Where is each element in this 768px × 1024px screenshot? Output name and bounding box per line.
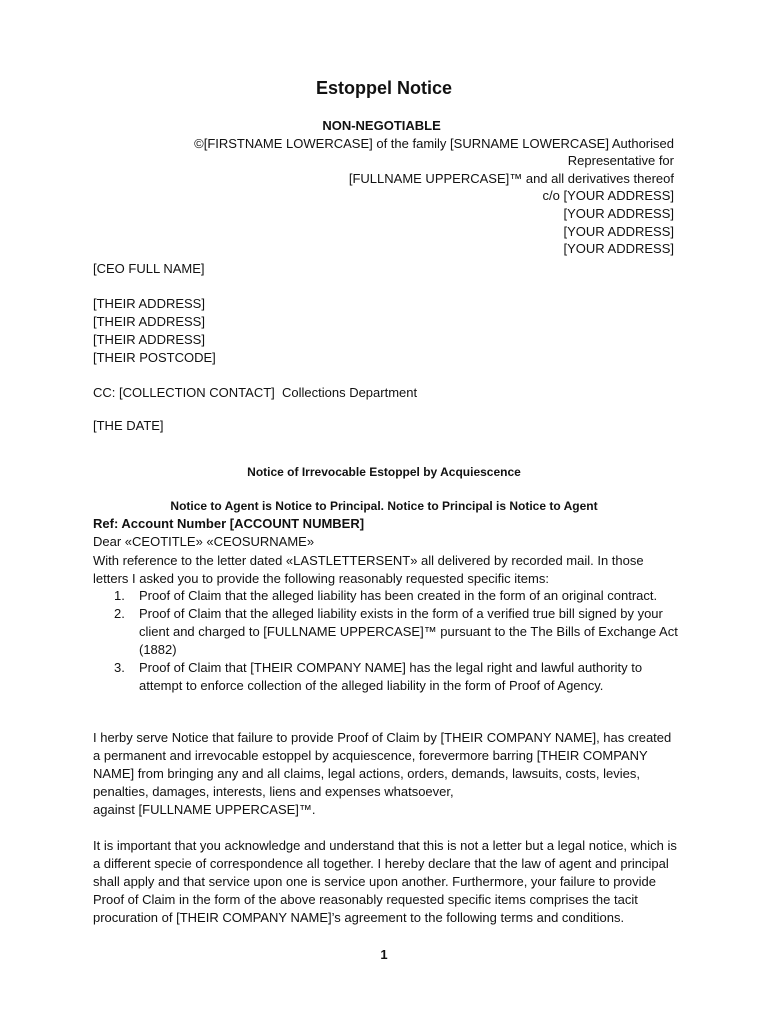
- salutation: Dear «CEOTITLE» «CEOSURNAME»: [93, 534, 315, 549]
- sender-address-line: c/o [YOUR ADDRESS]: [542, 188, 674, 204]
- list-item-text: Proof of Claim that the alleged liability exists in the form of a verified true bill signed by your client and charged to [FULLNAME UPPERCASE]™ pursuant to the The Bills of Exchange Act (1882): [139, 606, 678, 657]
- notice-paragraph-text: I herby serve Notice that failure to provide Proof of Claim by [THEIR COMPANY NAME], has created a permanent and irrevocable estoppel by acquiescence, forevermore barring [THEIR COMPANY NAME] from bringing any and all claims, legal actions, orders, demands, lawsuits, costs, levies, penalties, damages, interests, liens and expenses whatsoever,: [93, 730, 672, 799]
- document-title: Estoppel Notice: [315, 78, 453, 98]
- recipient-address-line: [THEIR ADDRESS]: [93, 296, 205, 311]
- page-number: 1: [380, 947, 388, 962]
- sender-line: ©[FIRSTNAME LOWERCASE] of the family [SURNAME LOWERCASE] Authorised: [194, 135, 674, 151]
- list-item-text: Proof of Claim that [THEIR COMPANY NAME] has the legal right and lawful authority to attempt to enforce collection of the alleged liability in the form of Proof of Agency.: [139, 660, 643, 693]
- sender-header: [194, 117, 674, 258]
- notice-subtitle: Notice to Agent is Notice to Principal. Notice to Principal is Notice to Agent: [170, 499, 598, 513]
- recipient-address-line: [THEIR ADDRESS]: [93, 332, 205, 347]
- recipient-address: [93, 295, 216, 367]
- date-line: [THE DATE]: [93, 418, 164, 433]
- list-item-number: 1.: [114, 588, 125, 603]
- intro-paragraph: With reference to the letter dated «LASTLETTERSENT» all delivered by recorded mail. In those letters I asked you to provide the following reasonably requested specific items:: [93, 553, 644, 586]
- list-item-text: Proof of Claim that the alleged liability has been created in the form of an original contract.: [139, 588, 658, 603]
- sender-address-line: [YOUR ADDRESS]: [563, 205, 674, 221]
- list-item-number: 2.: [114, 606, 125, 621]
- legal-notice-paragraph: It is important that you acknowledge and understand that this is not a letter but a legal notice, which is a different specie of correspondence all together. I hereby declare that the law of agent and principal shall apply and that service upon one is service upon another. Furthermore, your failure to provide Proof of Claim in the form of the above reasonably requested specific items comprises the tacit procuration of [THEIR COMPANY NAME]’s agreement to the following terms and conditions.: [93, 838, 677, 925]
- notice-paragraph-end: against [FULLNAME UPPERCASE]™.: [93, 802, 316, 817]
- recipient-name: [CEO FULL NAME]: [93, 261, 205, 276]
- recipient-postcode: [THEIR POSTCODE]: [93, 350, 216, 365]
- sender-line: [FULLNAME UPPERCASE]™ and all derivatives thereof: [348, 170, 674, 186]
- list-item: [93, 659, 678, 695]
- cc-line: CC: [COLLECTION CONTACT] Collections Department: [93, 385, 418, 400]
- reference-line: Ref: Account Number [ACCOUNT NUMBER]: [93, 516, 365, 531]
- requested-items-list: [93, 587, 678, 695]
- sender-address-line: [YOUR ADDRESS]: [563, 241, 674, 257]
- notice-paragraph: [93, 729, 678, 819]
- sender-address-line: [YOUR ADDRESS]: [563, 223, 674, 239]
- sender-line: Representative for: [567, 153, 674, 169]
- recipient-address-line: [THEIR ADDRESS]: [93, 314, 205, 329]
- list-item: [93, 587, 678, 605]
- non-negotiable-heading: NON-NEGOTIABLE: [322, 118, 441, 133]
- list-item: [93, 605, 678, 659]
- notice-title: Notice of Irrevocable Estoppel by Acquiescence: [247, 465, 521, 479]
- list-item-number: 3.: [114, 660, 125, 675]
